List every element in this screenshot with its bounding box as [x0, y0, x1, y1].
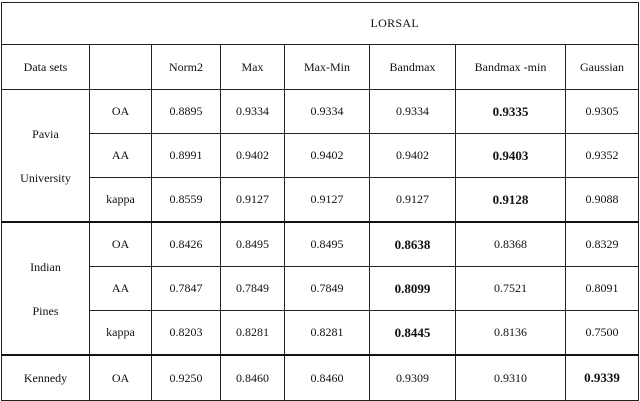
value-cell: 0.9088 [566, 178, 639, 223]
value-cell: 0.8495 [285, 222, 370, 267]
value-cell: 0.9352 [566, 134, 639, 178]
value-cell: 0.9309 [370, 355, 456, 401]
value-cell: 0.9127 [221, 178, 285, 223]
value-cell: 0.9127 [370, 178, 456, 223]
dataset-name-line: Pavia [32, 126, 59, 141]
metric-cell: kappa [90, 311, 152, 356]
value-cell: 0.8368 [456, 222, 566, 267]
value-cell: 0.9402 [285, 134, 370, 178]
results-table [1, 2, 639, 401]
metric-cell: OA [90, 90, 152, 134]
dataset-name-cell [2, 355, 90, 401]
dataset-name-line: Pines [32, 303, 59, 318]
dataset-name-cell [2, 90, 90, 223]
header-bandmax: Bandmax [370, 45, 456, 90]
value-cell: 0.8281 [285, 311, 370, 356]
value-cell: 0.8091 [566, 267, 639, 311]
value-cell: 0.9402 [370, 134, 456, 178]
dataset-name-cell [2, 222, 90, 355]
value-cell: 0.8329 [566, 222, 639, 267]
value-cell: 0.8991 [152, 134, 221, 178]
dataset-name-line: Indian [30, 259, 61, 274]
value-cell: 0.8460 [285, 355, 370, 401]
value-cell: 0.8136 [456, 311, 566, 356]
table-row [2, 222, 639, 267]
value-cell: 0.8203 [152, 311, 221, 356]
table-row [2, 90, 639, 134]
header-gaussian: Gaussian [566, 45, 639, 90]
table-row [2, 267, 639, 311]
header-bandmax-min: Bandmax -min [456, 45, 566, 90]
table-row [2, 311, 639, 356]
metric-cell: OA [90, 222, 152, 267]
table-title: LORSAL [152, 3, 639, 45]
value-cell: 0.9334 [370, 90, 456, 134]
value-cell: 0.8495 [221, 222, 285, 267]
value-cell: 0.9128 [456, 178, 566, 223]
header-metric [90, 45, 152, 90]
table-row [2, 178, 639, 223]
header-data-sets: Data sets [2, 45, 90, 90]
dataset-name-line: Kennedy [23, 371, 68, 385]
metric-cell: AA [90, 134, 152, 178]
value-cell: 0.7849 [221, 267, 285, 311]
value-cell: 0.9339 [566, 355, 639, 401]
value-cell: 0.8445 [370, 311, 456, 356]
metric-cell: kappa [90, 178, 152, 223]
value-cell: 0.8099 [370, 267, 456, 311]
value-cell: 0.8638 [370, 222, 456, 267]
value-cell: 0.9334 [221, 90, 285, 134]
value-cell: 0.8281 [221, 311, 285, 356]
table-row [2, 355, 639, 401]
value-cell: 0.8559 [152, 178, 221, 223]
value-cell: 0.9305 [566, 90, 639, 134]
value-cell: 0.9310 [456, 355, 566, 401]
value-cell: 0.7849 [285, 267, 370, 311]
table-row [2, 134, 639, 178]
value-cell: 0.7500 [566, 311, 639, 356]
value-cell: 0.8460 [221, 355, 285, 401]
dataset-name-line: University [20, 170, 71, 185]
header-max-min: Max-Min [285, 45, 370, 90]
value-cell: 0.8426 [152, 222, 221, 267]
value-cell: 0.9334 [285, 90, 370, 134]
value-cell: 0.9335 [456, 90, 566, 134]
value-cell: 0.9127 [285, 178, 370, 223]
value-cell: 0.9403 [456, 134, 566, 178]
value-cell: 0.9250 [152, 355, 221, 401]
header-max: Max [221, 45, 285, 90]
table-body [2, 90, 639, 401]
header-norm2: Norm2 [152, 45, 221, 90]
metric-cell: OA [90, 355, 152, 401]
metric-cell: AA [90, 267, 152, 311]
table-title-spacer [2, 3, 152, 45]
value-cell: 0.7521 [456, 267, 566, 311]
value-cell: 0.8895 [152, 90, 221, 134]
value-cell: 0.7847 [152, 267, 221, 311]
value-cell: 0.9402 [221, 134, 285, 178]
